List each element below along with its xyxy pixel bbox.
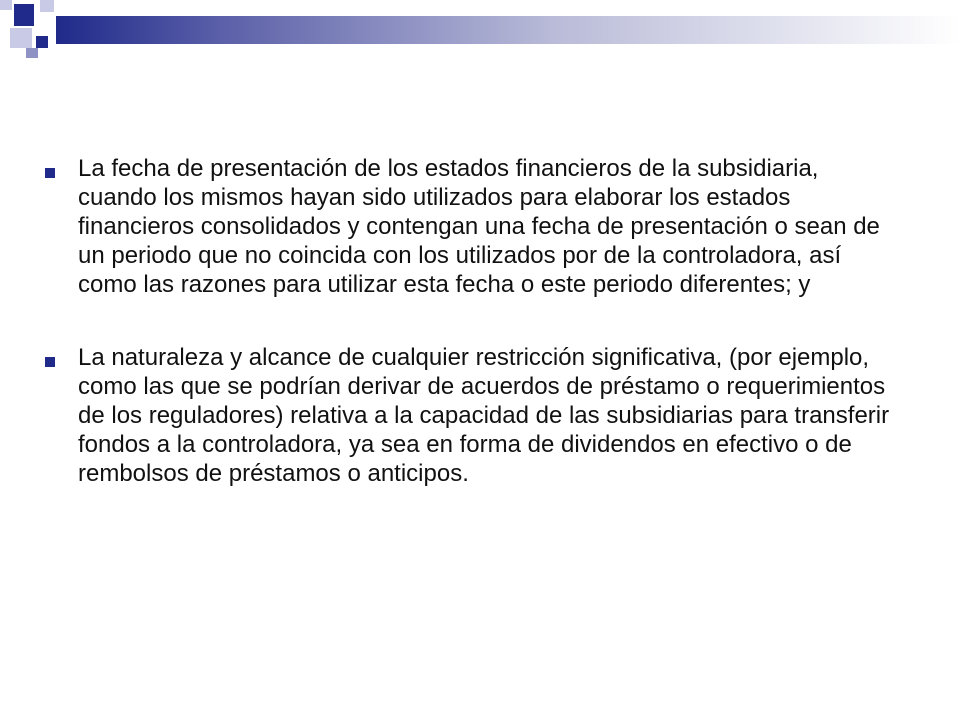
decor-square xyxy=(14,4,34,26)
header-gradient-bar xyxy=(56,16,960,44)
square-bullet-icon xyxy=(45,357,55,367)
decor-square xyxy=(0,0,12,10)
decor-square xyxy=(26,48,38,58)
bullet-text: La fecha de presentación de los estados financieros de la subsidiaria, cuando los mismos hayan sido utilizados para elaborar los estados financieros consolidados y contengan una fecha de presentación o sean de un periodo que no coincida con los utilizados por de la controladora, así como las razones para utilizar esta fecha o este periodo diferentes; y xyxy=(78,155,880,298)
decor-square xyxy=(36,36,48,48)
bullet-item xyxy=(45,343,905,488)
header-decoration xyxy=(0,0,960,60)
slide-body xyxy=(45,154,905,488)
square-bullet-icon xyxy=(45,168,55,178)
bullet-item xyxy=(45,154,905,299)
bullet-text: La naturaleza y alcance de cualquier restricción significativa, (por ejemplo, como las que se podrían derivar de acuerdos de préstamo o requerimientos de los reguladores) relativa a la capacidad de las subsidiarias para transferir fondos a la controladora, ya sea en forma de dividendos en efectivo o de rembolsos de préstamos o anticipos. xyxy=(78,344,890,487)
decor-square xyxy=(40,0,54,12)
decor-square xyxy=(10,28,32,48)
